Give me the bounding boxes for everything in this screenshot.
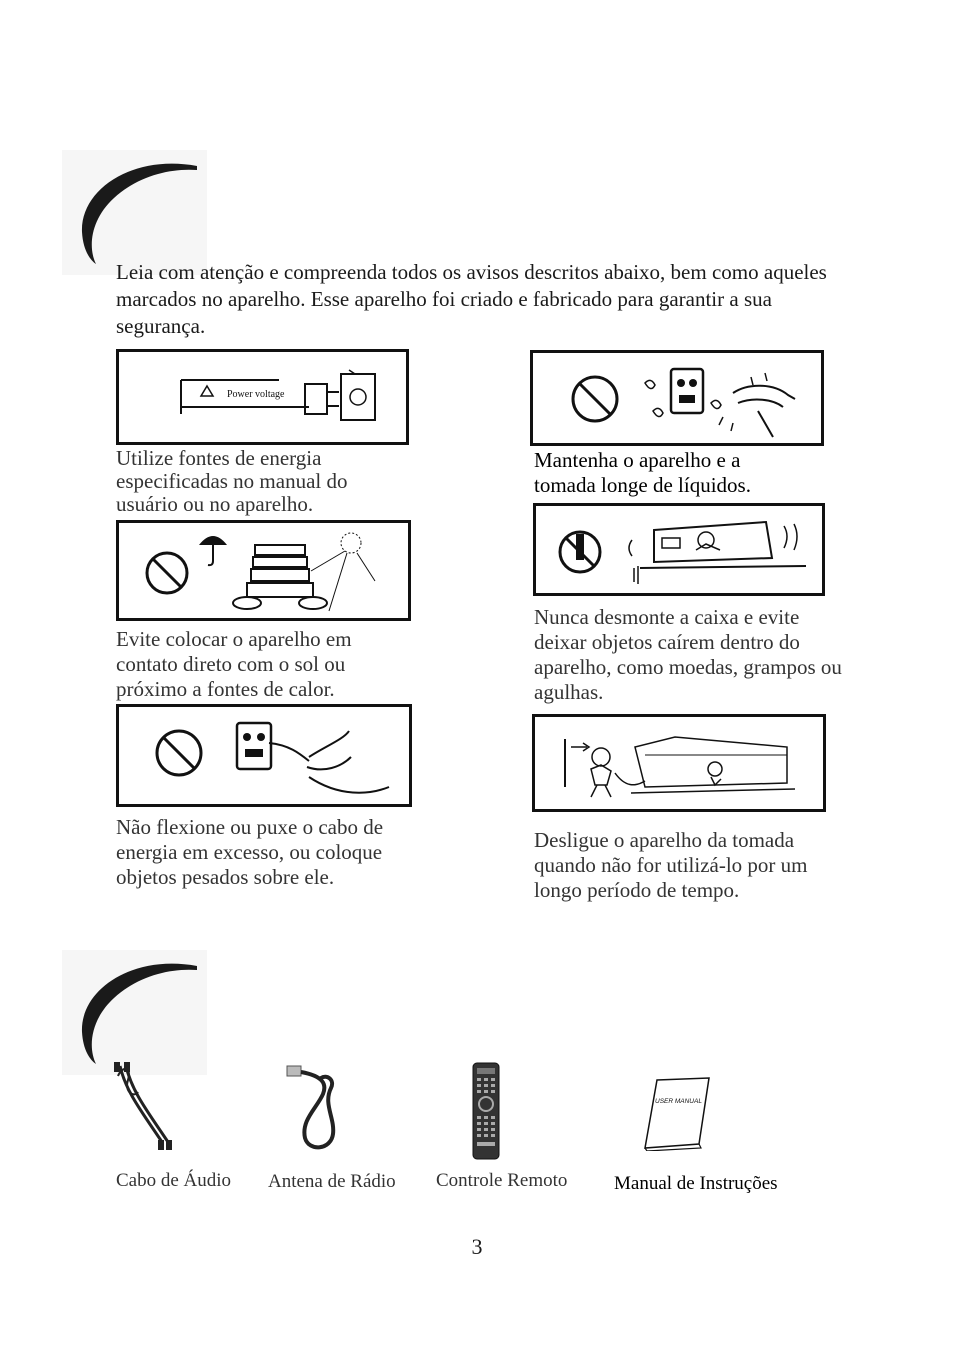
warning-caption-unplug: Desligue o aparelho da tomada quando não for utilizá-lo por um longo período de tempo.: [534, 828, 808, 902]
warning-caption-sun: Evite colocar o aparelho em contato direto com o sol ou próximo a fontes de calor.: [116, 627, 352, 701]
warning-caption-cord: Não flexione ou puxe o cabo de energia em excesso, ou coloque objetos pesados sobre ele.: [116, 815, 384, 889]
power-plug-icon: [119, 352, 406, 442]
warning-caption-liquids: Mantenha o aparelho e a tomada longe de líquidos.: [534, 448, 751, 497]
section-swoosh-icon: [62, 950, 207, 1075]
warning-image-power: [116, 349, 409, 445]
warning-caption-power: Utilize fontes de energia especificadas no manual do usuário ou no aparelho.: [116, 446, 348, 516]
audio-cable-icon: [112, 1062, 177, 1152]
power-voltage-label: Power voltage: [227, 389, 285, 400]
warning-image-cord: [116, 704, 412, 807]
warning-image-liquids: [530, 350, 824, 446]
radio-antenna-icon: [283, 1064, 353, 1154]
section-swoosh-icon: [62, 150, 207, 275]
page-number: 3: [471, 1234, 483, 1259]
remote-control-icon: [472, 1062, 500, 1160]
accessory-label-remote-control: Controle Remoto: [436, 1170, 568, 1191]
warning-image-unplug: [532, 714, 826, 812]
unplug-icon: [535, 717, 823, 809]
accessory-label-audio-cable: Cabo de Áudio: [116, 1170, 232, 1191]
warning-caption-disassemble: Nunca desmonte a caixa e evite deixar objetos caírem dentro do aparelho, como moedas, grampos ou agulhas.: [534, 605, 842, 704]
pull-cord-icon: [119, 707, 409, 804]
disassemble-icon: [536, 506, 822, 593]
liquid-outlet-icon: [533, 353, 821, 443]
user-manual-cover-text: USER MANUAL: [655, 1098, 702, 1105]
warning-image-sun: [116, 520, 411, 621]
intro-text: Leia com atenção e compreenda todos os avisos descritos abaixo, bem como aqueles marcados no aparelho. Esse aparelho foi criado e fabricado para garantir a sua segurança.: [116, 260, 827, 338]
warning-image-disassemble: [533, 503, 825, 596]
sun-heat-icon: [119, 523, 408, 618]
accessory-label-radio-antenna: Antena de Rádio: [268, 1171, 396, 1192]
user-manual-icon: [643, 1076, 713, 1151]
accessory-label-user-manual: Manual de Instruções: [614, 1173, 778, 1194]
